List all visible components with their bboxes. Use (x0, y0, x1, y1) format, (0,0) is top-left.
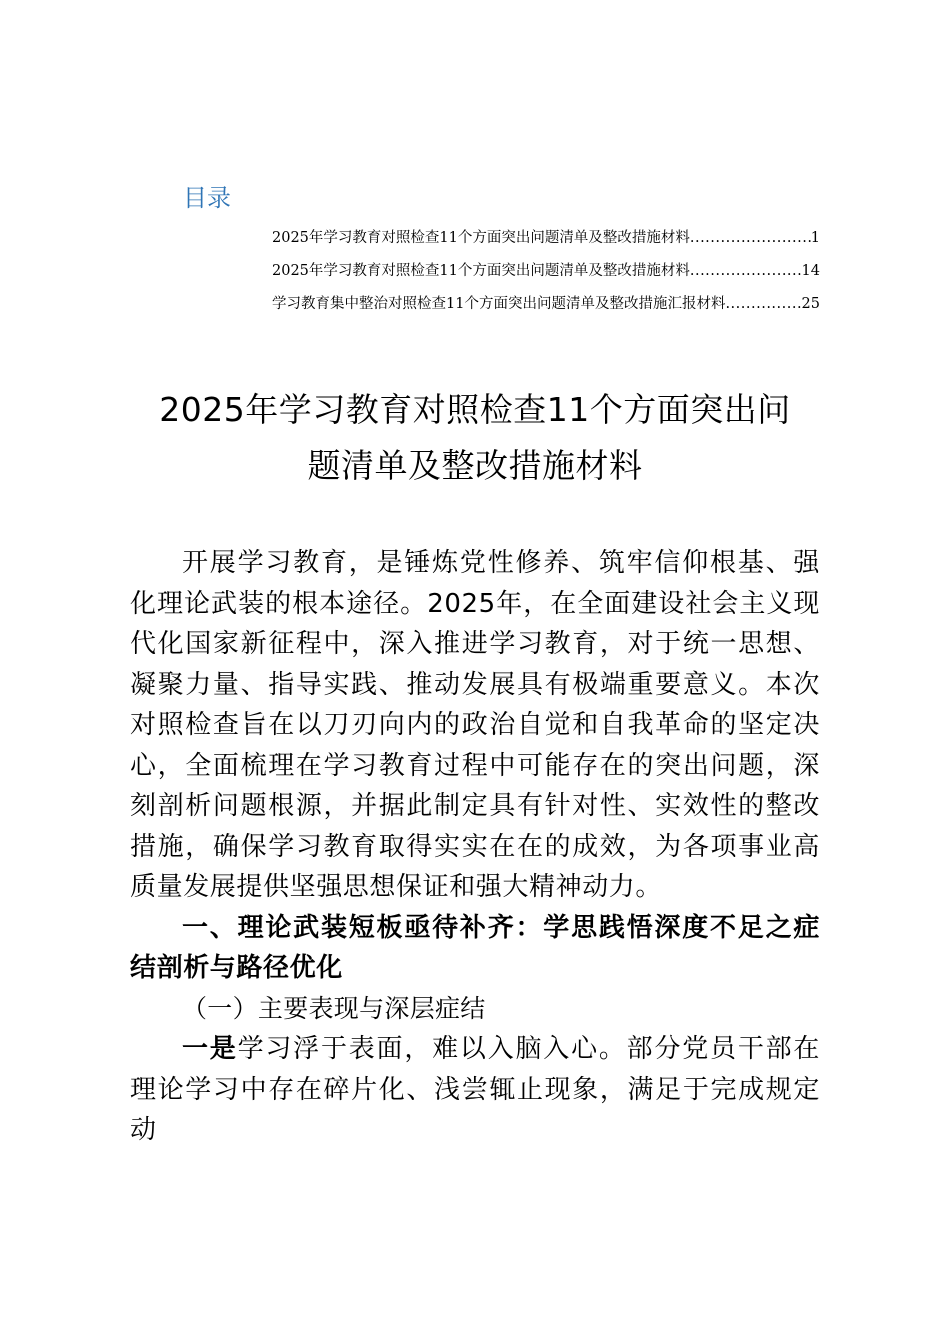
document-title (130, 382, 820, 494)
subsection-heading: （一）主要表现与深层症结 (182, 993, 486, 1023)
toc-page-number: 25 (801, 296, 820, 312)
document-title-line-1: 2025年学习教育对照检查11个方面突出问 (159, 390, 791, 429)
section-heading: 一、理论武装短板亟待补齐：学思践悟深度不足之症结剖析与路径优化 (130, 912, 820, 983)
toc-entry[interactable] (272, 292, 820, 325)
toc-leader-dots (725, 296, 801, 312)
toc-entry[interactable] (272, 259, 820, 292)
toc-entry-text: 学习教育集中整治对照检查11个方面突出问题清单及整改措施汇报材料 (272, 296, 726, 312)
toc-entry-text: 2025年学习教育对照检查11个方面突出问题清单及整改措施材料 (272, 230, 690, 246)
point-paragraph (130, 1029, 820, 1151)
intro-paragraph: 开展学习教育，是锤炼党性修养、筑牢信仰根基、强化理论武装的根本途径。2025年，在全面建设社会主义现代化国家新征程中，深入推进学习教育，对于统一思想、凝聚力量、指导实践、推动发展具有极端重要意义。本次对照检查旨在以刀刃向内的政治自觉和自我革命的坚定决心，全面梳理在学习教育过程中可能存在的突出问题，深刻剖析问题根源，并据此制定具有针对性、实效性的整改措施，确保学习教育取得实实在在的成效，为各项事业高质量发展提供坚强思想保证和强大精神动力。 (130, 548, 820, 902)
toc-title: 目录 (183, 184, 231, 212)
toc-entry[interactable] (272, 226, 820, 259)
toc-page-number: 1 (810, 230, 820, 246)
document-title-line-2: 题清单及整改措施材料 (307, 446, 643, 485)
toc-entry-text: 2025年学习教育对照检查11个方面突出问题清单及整改措施材料 (272, 263, 690, 279)
point-lead: 一是 (182, 1034, 238, 1064)
document-body (130, 543, 820, 1151)
toc-leader-dots (690, 230, 811, 246)
table-of-contents (272, 226, 820, 325)
toc-leader-dots (690, 263, 802, 279)
point-text: 学习浮于表面，难以入脑入心。部分党员干部在理论学习中存在碎片化、浅尝辄止现象，满足于完成规定动 (130, 1034, 821, 1145)
toc-page-number: 14 (801, 263, 820, 279)
